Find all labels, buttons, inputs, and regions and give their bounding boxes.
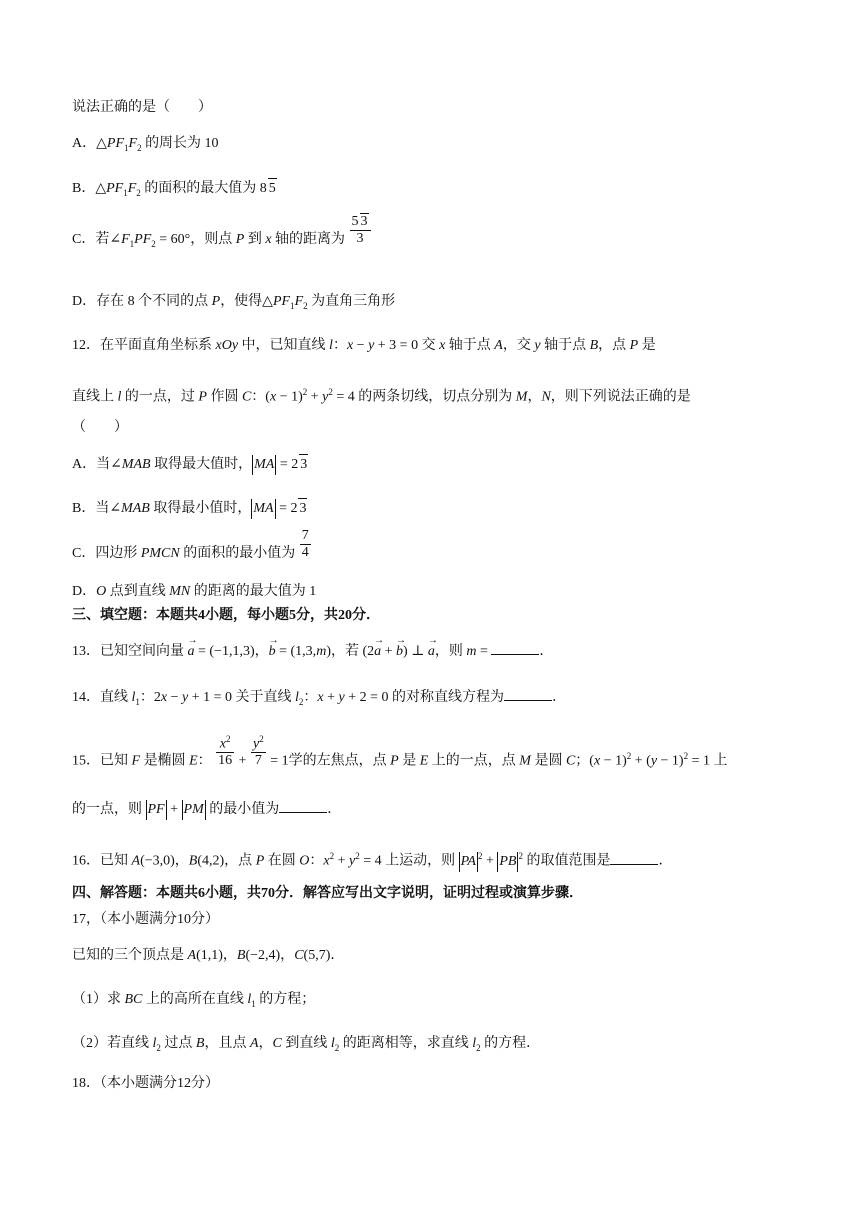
q12-option-c: C．四边形 PMCN 的面积的最小值为 $\frac{7}{4}$	[72, 528, 309, 561]
q18-heading: 18．（本小题满分12分）	[72, 1076, 219, 1091]
q11-option-a: A．$\triangle PF_1F_2$ 的周长为 10	[72, 136, 219, 153]
q17-part-2: （2）若直线 $l_2$ 过点 B，且点 A，C 到直线 $l_2$ 的距离相等，求直线 $l_2$ 的方程．	[72, 1036, 541, 1053]
q11-option-c: C．若$\angle F_1PF_2 = 60^\circ$，则点 P 到 x 轴的距离为 $\frac{5 3}{3}$	[72, 230, 372, 254]
q14: 14．直线 $l_1$：2x − y + 1 = 0 关于直线 $l_2$：x + y + 2 = 0 的对称直线方程为 ．	[72, 690, 567, 707]
q17-part-1: （1）求 BC 上的高所在直线 $l_1$ 的方程；	[72, 992, 316, 1009]
q11-option-d: D．存在 8 个不同的点 P，使得$\triangle PF_1F_2$ 为直角三角形	[72, 294, 396, 311]
q12-line-2: 直线上 l 的一点，过 P 作圆 C：$(x - 1)^2 + y^2 = 4$ 的两条切线，切点分别为 M，N，则下列说法正确的是	[72, 387, 691, 405]
section-4-heading: 四、解答题：本题共6小题，共70分．解答应写出文字说明，证明过程或演算步骤．	[72, 886, 583, 901]
q12-option-a: A．当∠MAB 取得最大值时， MA = 2 3	[72, 454, 308, 475]
q12-line-3: （ ）	[72, 420, 128, 435]
q15-line-2: 的一点，则 PF + PM 的最小值为 ．	[72, 800, 341, 820]
q16: 16．已知 A(−3,0)，B(4,2)，点 P 在圆 O：$x^2 + y^2 = 4$ 上运动，则 PA $^2$ + PB $^2$ 的取值范围是 ．	[72, 846, 672, 872]
q15-line-1: 15．已知 F 是椭圆 E： $\frac{x^2}{16}$ + $\frac{y^2}{7}$ = 1学的左焦点，点 P 是 E 上的一点，点 M 是圆 C；$(x - 1)^2 + (y - 1)^2 = 1$ 上	[72, 733, 728, 769]
section-3-heading: 三、填空题：本题共4小题，每小题5分，共20分．	[72, 608, 380, 623]
q11-option-b: B．$\triangle PF_1F_2$ 的面积的最大值为 8 5	[72, 178, 277, 203]
q11-stem: 说法正确的是（ ）	[72, 100, 212, 115]
q12-line-1: 12．在平面直角坐标系 xOy 中，已知直线 l：x − y + 3 = 0 交 x 轴于点 A，交 y 轴于点 B，点 P 是	[72, 338, 656, 353]
q17-heading: 17，（本小题满分10分）	[72, 912, 219, 927]
q12-option-b: B．当∠MAB 取得最小值时， MA = 2 3	[72, 498, 307, 519]
q12-option-d: D．O 点到直线 MN 的距离的最大值为 1	[72, 584, 317, 599]
q13: 13．已知空间向量 → a = (−1,1,3)，→ b = (1,3,m)，若 (2→ a + → b) ⊥ → a，则 m = ．	[72, 642, 553, 662]
q17-stem: 已知的三个顶点是 A(1,1)，B(−2,4)，C(5,7)．	[72, 948, 345, 963]
